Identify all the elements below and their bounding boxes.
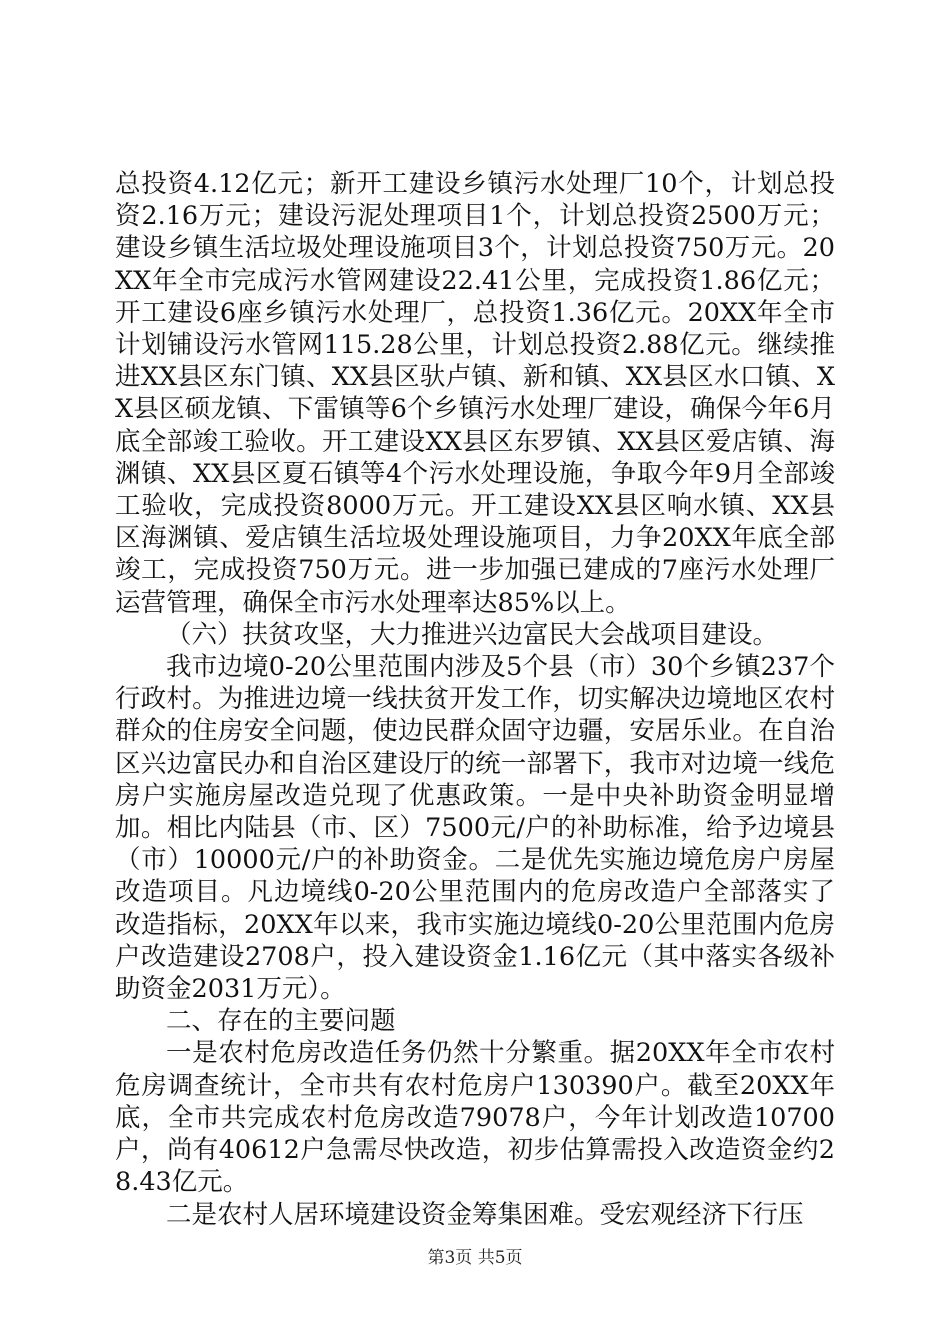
paragraph-sewage-investment: 总投资4.12亿元；新开工建设乡镇污水处理厂10个，计划总投资2.16万元；建设污泥处理项目1个，计划总投资2500万元；建设乡镇生活垃圾处理设施项目3个，计划总投资750万元。20XX年全市完成污水管网建设22.41公里，完成投资1.86亿元；开工建设6座乡镇污水处理厂，总投资1.36亿元。20XX年全市计划铺设污水管网115.28公里，计划总投资2.88亿元。继续推进XX县区东门镇、XX县区驮卢镇、新和镇、XX县区水口镇、XX县区硕龙镇、下雷镇等6个乡镇污水处理厂建设，确保今年6月底全部竣工验收。开工建设XX县区东罗镇、XX县区爱店镇、海渊镇、XX县区夏石镇等4个污水处理设施，争取今年9月全部竣工验收，完成投资8000万元。开工建设XX县区响水镇、XX县区海渊镇、爱店镇生活垃圾处理设施项目，力争20XX年底全部竣工，完成投资750万元。进一步加强已建成的7座污水处理厂运营管理，确保全市污水处理率达85%以上。 bbox=[115, 169, 835, 618]
document-body bbox=[115, 168, 835, 1231]
paragraph-funding-difficulty: 二是农村人居环境建设资金筹集困难。受宏观经济下行压 bbox=[166, 1199, 804, 1230]
section-heading-problems: 二、存在的主要问题 bbox=[166, 1006, 396, 1037]
page-footer bbox=[0, 1243, 950, 1268]
paragraph-border-housing: 我市边境0-20公里范围内涉及5个县（市）30个乡镇237个行政村。为推进边境一线扶贫开发工作，切实解决边境地区农村群众的住房安全问题，使边民群众固守边疆，安居乐业。在自治区兴边富民办和自治区建设厅的统一部署下，我市对边境一线危房户实施房屋改造兑现了优惠政策。一是中央补助资金明显增加。相比内陆县（市、区）7500元/户的补助标准，给予边境县（市）10000元/户的补助资金。二是优先实施边境危房户房屋改造项目。凡边境线0-20公里范围内的危房改造户全部落实了改造指标，20XX年以来，我市实施边境线0-20公里范围内危房户改造建设2708户，投入建设资金1.16亿元（其中落实各级补助资金2031万元）。 bbox=[115, 652, 835, 1005]
page-number-label: 第3页 共5页 bbox=[427, 1248, 523, 1268]
section-heading-poverty: （六）扶贫攻坚，大力推进兴边富民大会战项目建设。 bbox=[166, 619, 779, 650]
paragraph-dilapidated-housing: 一是农村危房改造任务仍然十分繁重。据20XX年全市农村危房调查统计，全市共有农村危房户130390户。截至20XX年底，全市共完成农村危房改造79078户，今年计划改造10700户，尚有40612户急需尽快改造，初步估算需投入改造资金约28.43亿元。 bbox=[115, 1038, 835, 1198]
